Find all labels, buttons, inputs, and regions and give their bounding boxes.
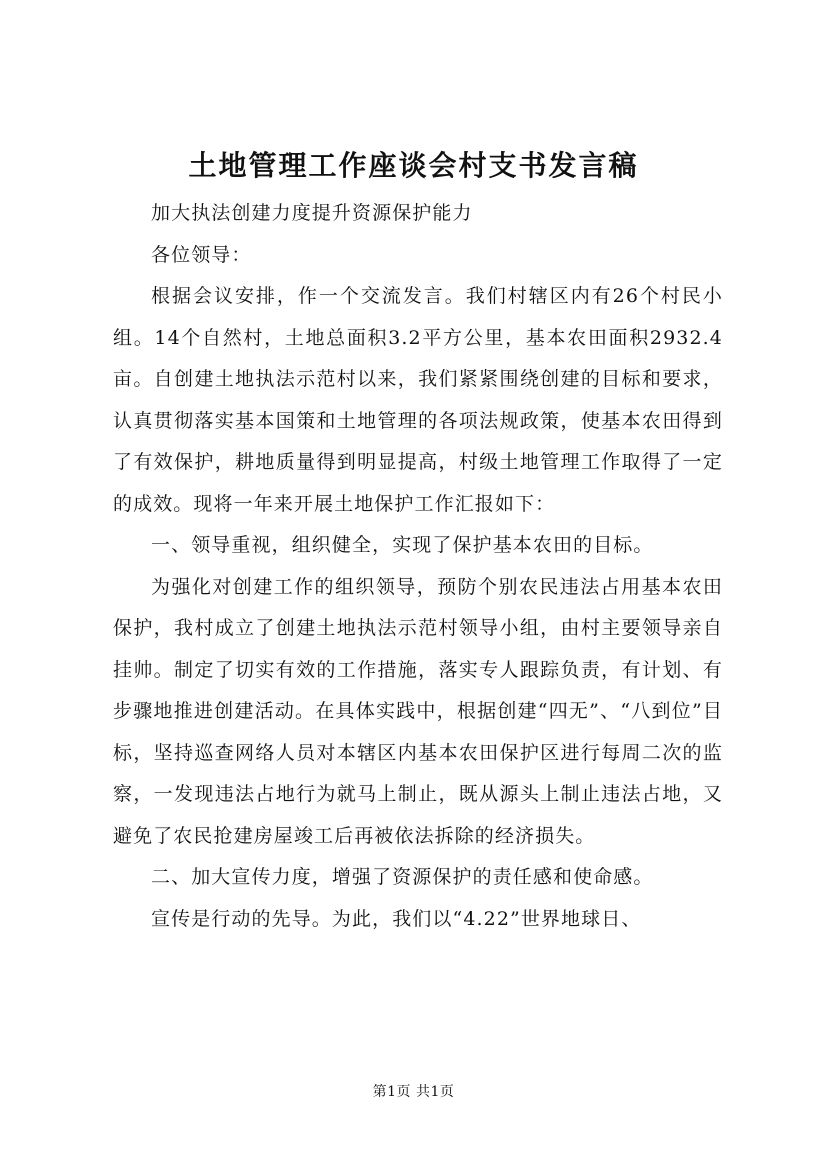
document-title: 土地管理工作座谈会村支书发言稿	[188, 149, 639, 182]
section-heading-2: 二、加大宣传力度，增强了资源保护的责任感和使命感。	[151, 866, 654, 888]
salutation-paragraph: 各位领导：	[151, 243, 252, 266]
section-heading-1: 一、领导重视，组织健全，实现了保护基本农田的目标。	[151, 534, 654, 556]
page-footer: 第1页 共1页	[372, 1084, 455, 1100]
section-1-paragraph: 为强化对创建工作的组织领导，预防个别农民违法占用基本农田保护，我村成立了创建土地执法示范村领导小组，由村主要领导亲自挂帅。制定了切实有效的工作措施，落实专人跟踪负责，有计划、有步骤地推进创建活动。在具体实践中，根据创建“四无”、“八到位”目标，坚持巡查网络人员对本辖区内基本农田保护区进行每周二次的监察，一发现违法占地行为就马上制止，既从源头上制止违法占地，又避免了农民抢建房屋竣工后再被依法拆除的经济损失。	[113, 575, 723, 847]
document-body	[113, 193, 723, 940]
intro-paragraph: 根据会议安排，作一个交流发言。我们村辖区内有26个村民小组。14个自然村，土地总面积3.2平方公里，基本农田面积2932.4亩。自创建土地执法示范村以来，我们紧紧围绕创建的目标和要求，认真贯彻落实基本国策和土地管理的各项法规政策，使基本农田得到了有效保护，耕地质量得到明显提高，村级土地管理工作取得了一定的成效。现将一年来开展土地保护工作汇报如下：	[113, 285, 723, 515]
section-2-paragraph: 宣传是行动的先导。为此，我们以“4.22”世界地球日、	[151, 907, 642, 930]
subtitle-paragraph: 加大执法创建力度提升资源保护能力	[151, 202, 473, 224]
